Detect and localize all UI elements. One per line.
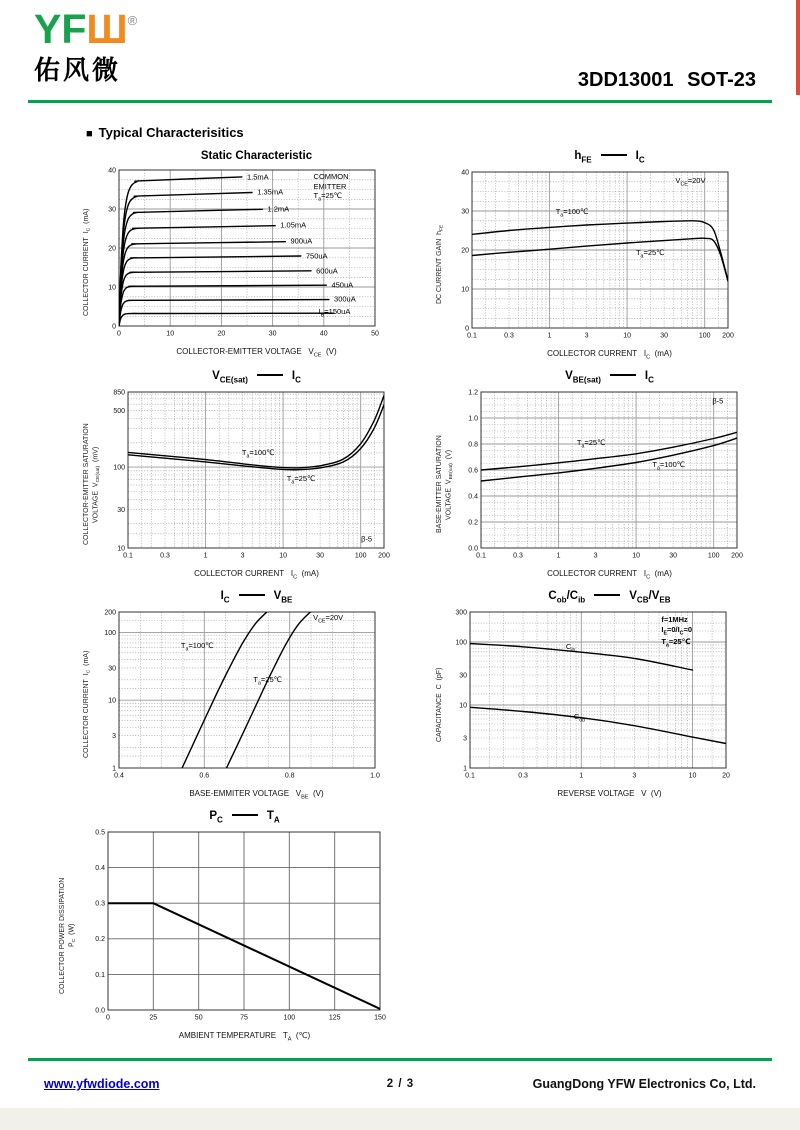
svg-text:30: 30 — [660, 332, 668, 340]
curve-annotation: f=1MHz $I_E=0/I_C=0$ $T_a=25℃$ — [661, 615, 693, 649]
y-axis-label: COLLECTOR-EMITTER SATURATION VOLTAGE $V_{CE(sat)}$ (mV) — [83, 423, 101, 546]
svg-text:3: 3 — [632, 772, 637, 780]
svg-text:100: 100 — [355, 552, 367, 560]
yfw-logo — [34, 6, 770, 52]
svg-text:0.3: 0.3 — [160, 552, 171, 560]
svg-text:1.0: 1.0 — [468, 415, 479, 423]
chart-title: $V_{CE(sat)}$ $I_C$ — [212, 369, 301, 385]
svg-text:0.4: 0.4 — [95, 864, 106, 872]
svg-text:1: 1 — [547, 332, 552, 340]
curve-annotation: $T_a=100℃$ — [180, 640, 214, 653]
chart-plot — [102, 386, 394, 569]
svg-text:200: 200 — [104, 609, 116, 617]
svg-text:0.1: 0.1 — [467, 332, 477, 340]
svg-text:100: 100 — [113, 464, 126, 472]
svg-text:1: 1 — [112, 765, 116, 773]
svg-text:30: 30 — [461, 208, 469, 216]
curve-annotation: 300uA — [334, 294, 356, 304]
chart-plot-svg — [444, 606, 736, 784]
chart-plot — [93, 606, 385, 789]
svg-text:100: 100 — [104, 629, 116, 637]
svg-text:0.1: 0.1 — [123, 552, 134, 560]
svg-text:25: 25 — [149, 1014, 158, 1022]
charts-grid — [59, 150, 764, 1043]
svg-text:50: 50 — [195, 1014, 204, 1022]
svg-text:30: 30 — [459, 672, 468, 680]
page-bottom-strip — [0, 1108, 800, 1130]
chart-hfe-vs-ic — [435, 150, 764, 361]
svg-text:20: 20 — [722, 772, 731, 780]
svg-text:0.4: 0.4 — [114, 772, 124, 780]
footer-divider — [28, 1058, 772, 1061]
curve-annotation: 450uA — [331, 280, 354, 290]
y-axis-label: DC CURRENT GAIN $h_{FE}$ — [436, 225, 445, 305]
svg-text:30: 30 — [268, 330, 277, 338]
svg-text:0.3: 0.3 — [518, 772, 529, 780]
svg-text:20: 20 — [217, 330, 226, 338]
svg-text:75: 75 — [240, 1014, 249, 1022]
section-heading-text: Typical Characterisitics — [98, 125, 244, 140]
curve-annotation: $C_{ob}$ — [573, 712, 586, 724]
x-axis-label: BASE-EMMITER VOLTAGE $V_{BE}$ (V) — [189, 789, 324, 801]
svg-text:10: 10 — [459, 702, 468, 710]
svg-text:30: 30 — [108, 206, 116, 214]
curve-annotation: $T_a=100℃$ — [652, 459, 686, 472]
y-axis-label: BASE-EMITTER SATURATION VOLTAGE $V_{BE(sat)}$ (V) — [436, 435, 454, 534]
x-axis-label: COLLECTOR CURRENT $I_C$ (mA) — [547, 349, 672, 361]
svg-text:3: 3 — [584, 332, 589, 340]
header-divider — [28, 100, 772, 103]
curve-annotation: $T_a=100℃$ — [241, 448, 275, 460]
curve-annotation: 750uA — [305, 251, 328, 261]
svg-text:0: 0 — [465, 325, 469, 333]
square-bullet-icon: ■ — [86, 128, 93, 140]
svg-text:0.1: 0.1 — [465, 772, 476, 780]
svg-text:3: 3 — [112, 733, 116, 741]
svg-text:0: 0 — [112, 323, 116, 331]
svg-text:10: 10 — [108, 697, 116, 705]
svg-text:1: 1 — [579, 772, 584, 780]
y-axis-label: COLLECTOR CURRENT $I_C$ (mA) — [83, 650, 92, 759]
svg-text:850: 850 — [113, 389, 126, 397]
curve-annotation: COMMON EMITTER $T_a=25℃$ — [313, 172, 349, 203]
svg-text:100: 100 — [708, 552, 720, 560]
footer-company-name: GuangDong YFW Electronics Co, Ltd. — [532, 1077, 756, 1091]
svg-text:0: 0 — [106, 1014, 111, 1022]
svg-text:10: 10 — [623, 332, 631, 340]
svg-text:1.0: 1.0 — [370, 772, 380, 780]
part-number: 3DD13001 SOT-23 — [577, 69, 756, 91]
curve-annotation: 600uA — [316, 265, 338, 275]
curve-annotation: $T_a=25℃$ — [253, 675, 283, 687]
svg-text:20: 20 — [461, 247, 469, 255]
curve-annotation: $T_a=25℃$ — [286, 473, 316, 486]
x-axis-label: COLLECTOR CURRENT $I_C$ (mA) — [547, 569, 672, 581]
chart-static-characteristic — [82, 150, 411, 361]
svg-text:30: 30 — [108, 665, 116, 673]
svg-text:1: 1 — [204, 552, 208, 560]
curve-annotation: $V_{CE}=20V$ — [313, 612, 344, 625]
svg-text:10: 10 — [632, 552, 641, 560]
chart-plot-svg — [78, 826, 390, 1026]
svg-text:3: 3 — [463, 735, 468, 743]
website-link[interactable]: www.yfwdiode.com — [44, 1077, 160, 1091]
svg-text:10: 10 — [689, 772, 697, 780]
registered-trademark-icon: ® — [127, 13, 138, 28]
chart-capacitance-vs-voltage — [435, 590, 764, 801]
footer — [0, 1058, 800, 1091]
curve-annotation: 1.5mA — [247, 171, 269, 181]
svg-text:30: 30 — [117, 506, 126, 514]
chart-vbesat-vs-ic — [435, 370, 764, 581]
curve-annotation: 1.2mA — [267, 204, 290, 214]
curve-annotation: β-5 — [361, 534, 373, 544]
curve-annotation: 1.05mA — [280, 220, 307, 230]
svg-text:300: 300 — [455, 609, 468, 617]
svg-text:0.3: 0.3 — [95, 900, 106, 908]
svg-text:1.2: 1.2 — [468, 389, 479, 397]
chart-title: $C_{ob}/C_{ib}$ $V_{CB}/V_{EB}$ — [548, 589, 671, 605]
chart-plot — [446, 166, 738, 349]
x-axis-label: AMBIENT TEMPERATURE $T_A$ (℃) — [178, 1030, 311, 1043]
svg-text:0.4: 0.4 — [468, 493, 479, 501]
svg-text:500: 500 — [113, 408, 126, 416]
x-axis-label: REVERSE VOLTAGE V (V) — [557, 789, 662, 799]
x-axis-label: COLLECTOR CURRENT $I_C$ (mA) — [194, 569, 319, 581]
svg-text:40: 40 — [319, 330, 328, 338]
svg-text:0: 0 — [117, 330, 121, 338]
svg-text:10: 10 — [166, 330, 175, 338]
curve-annotation: $C_{ib}$ — [565, 641, 576, 654]
svg-text:3: 3 — [241, 552, 245, 560]
section-heading — [86, 125, 800, 140]
chart-plot — [444, 606, 736, 789]
chart-title: $P_C$ $T_A$ — [209, 809, 280, 824]
svg-text:50: 50 — [371, 330, 379, 338]
svg-text:10: 10 — [461, 286, 469, 294]
svg-text:0.2: 0.2 — [95, 936, 106, 944]
svg-text:10: 10 — [117, 545, 126, 553]
svg-text:30: 30 — [669, 552, 678, 560]
chart-vcesat-vs-ic — [82, 370, 411, 581]
curve-annotation: 900uA — [290, 236, 313, 246]
svg-text:10: 10 — [279, 552, 288, 560]
y-axis-label: COLLECTOR POWER DISSIPATION $P_C$ (W) — [59, 877, 77, 994]
svg-text:0.3: 0.3 — [504, 332, 514, 340]
svg-text:0.6: 0.6 — [468, 467, 479, 475]
svg-text:100: 100 — [698, 332, 711, 340]
svg-text:0.8: 0.8 — [468, 441, 479, 449]
chart-plot — [93, 164, 385, 347]
curve-annotation: $T_a=25℃$ — [635, 248, 665, 260]
y-axis-label: COLLECTOR CURRENT $I_C$ (mA) — [83, 208, 92, 317]
curve-annotation: $I_B=150uA$ — [318, 306, 351, 319]
curve-annotation: $T_a=100℃$ — [555, 207, 589, 219]
svg-text:125: 125 — [329, 1014, 341, 1022]
svg-text:30: 30 — [316, 552, 325, 560]
logo-letter-w: Ш — [86, 6, 128, 52]
svg-text:40: 40 — [461, 169, 469, 177]
logo-letters-yf: YF — [34, 6, 87, 52]
svg-text:3: 3 — [594, 552, 598, 560]
svg-text:100: 100 — [283, 1014, 296, 1022]
chart-plot-svg — [102, 386, 394, 564]
svg-text:0.2: 0.2 — [468, 519, 479, 527]
svg-text:0.0: 0.0 — [95, 1007, 106, 1015]
curve-annotation: $V_{CE}=20V$ — [675, 175, 706, 188]
svg-text:200: 200 — [731, 552, 744, 560]
chart-title: Static Characteristic — [200, 150, 313, 162]
company-name-chinese: 佑风微 — [34, 54, 122, 85]
svg-text:0.0: 0.0 — [468, 545, 479, 553]
svg-text:0.1: 0.1 — [95, 971, 106, 979]
chart-title: $I_C$ $V_{BE}$ — [220, 589, 293, 605]
y-axis-label: CAPACITANCE C (pF) — [436, 667, 443, 742]
chart-plot-svg — [446, 166, 738, 344]
svg-text:0.5: 0.5 — [95, 829, 106, 837]
svg-text:0.1: 0.1 — [476, 552, 487, 560]
chart-plot — [78, 826, 390, 1031]
x-axis-label: COLLECTOR-EMITTER VOLTAGE $V_{CE}$ (V) — [176, 347, 337, 359]
chart-pc-vs-ta — [58, 810, 411, 1043]
page-number: 2 / 3 — [386, 1078, 414, 1090]
chart-plot — [455, 386, 747, 569]
svg-text:1: 1 — [463, 765, 468, 773]
curve-annotation: $T_a=25℃$ — [576, 438, 606, 450]
svg-text:0.3: 0.3 — [513, 552, 524, 560]
svg-text:20: 20 — [108, 245, 116, 253]
svg-text:10: 10 — [108, 284, 116, 292]
chart-title: $h_{FE}$ $I_C$ — [574, 150, 645, 165]
svg-text:200: 200 — [722, 332, 734, 340]
svg-text:200: 200 — [378, 552, 391, 560]
chart-plot-svg — [93, 606, 385, 784]
chart-ic-vs-vbe — [82, 590, 411, 801]
header — [0, 0, 800, 94]
svg-text:150: 150 — [374, 1014, 387, 1022]
curve-annotation: 1.35mA — [257, 187, 284, 197]
chart-title: $V_{BE(sat)}$ $I_C$ — [565, 369, 654, 385]
svg-text:0.8: 0.8 — [284, 772, 295, 780]
svg-text:0.6: 0.6 — [199, 772, 210, 780]
svg-text:100: 100 — [455, 639, 468, 647]
curve-annotation: β-5 — [712, 396, 724, 406]
svg-text:40: 40 — [108, 167, 116, 175]
chart-plot-svg — [455, 386, 747, 564]
svg-text:1: 1 — [557, 552, 561, 560]
